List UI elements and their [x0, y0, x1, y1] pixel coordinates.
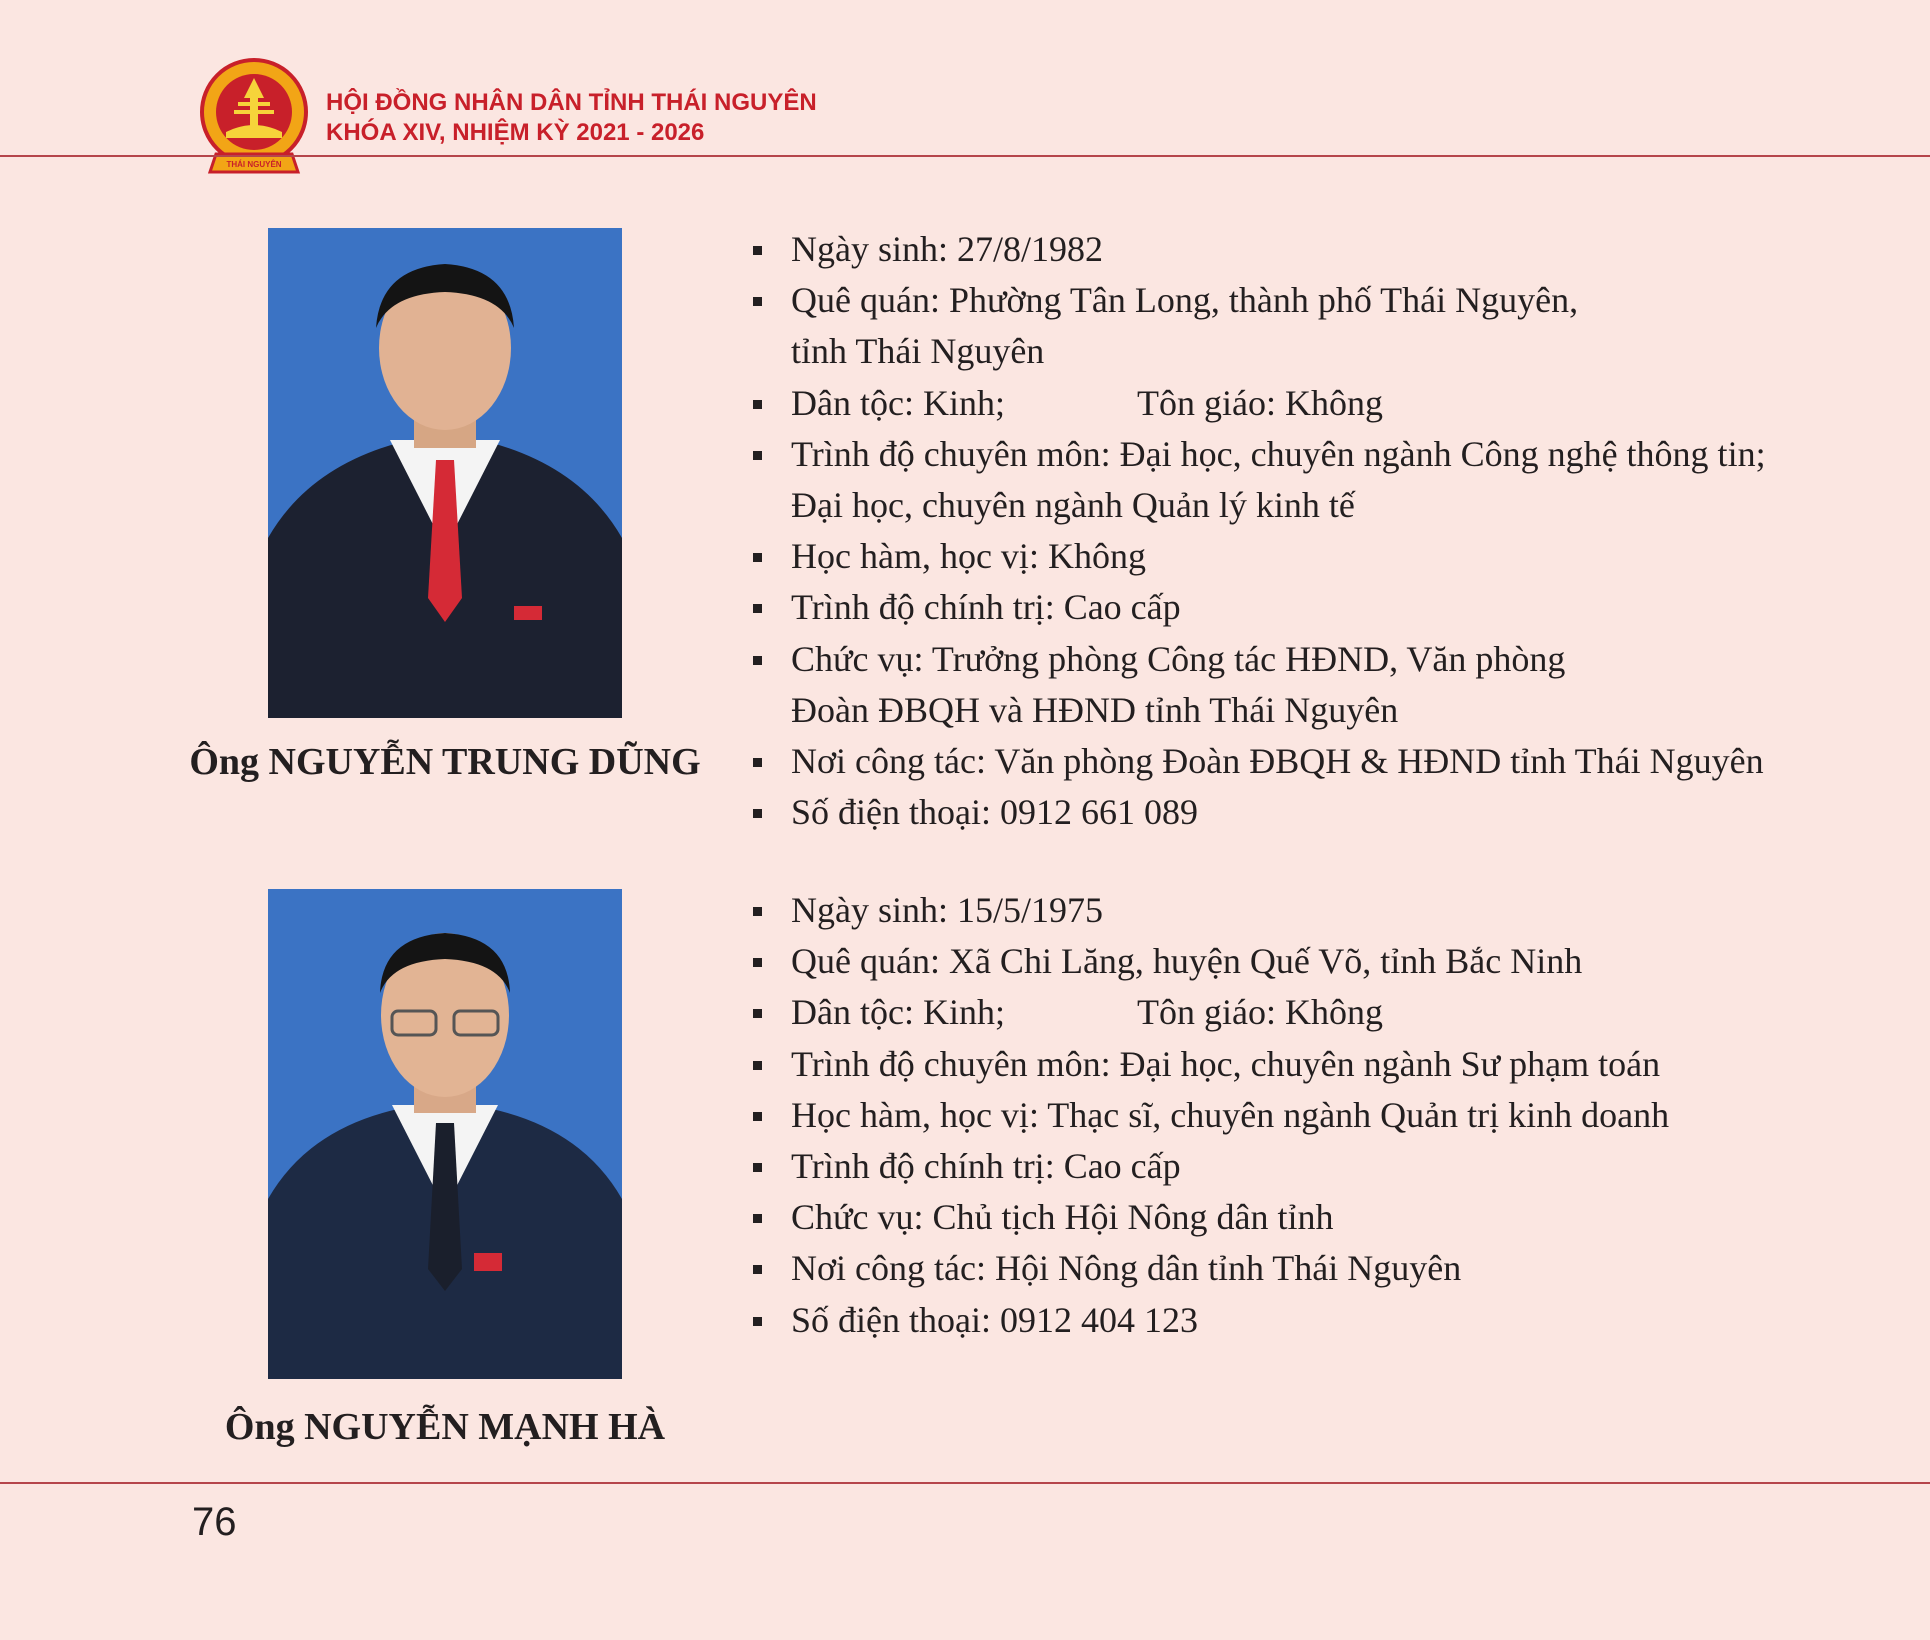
- religion: Tôn giáo: Không: [1136, 992, 1383, 1033]
- delegate-info-list: [746, 885, 1669, 1346]
- expertise: Trình độ chuyên môn: Đại học, chuyên ngành Sư phạm toán: [746, 1039, 1669, 1090]
- delegate-info-list: [746, 224, 1766, 838]
- ethnicity-religion: [746, 987, 1669, 1038]
- delegate-name: Ông NGUYỄN MẠNH HÀ: [224, 1406, 666, 1448]
- header-line-2: KHÓA XIV, NHIỆM KỲ 2021 - 2026: [326, 119, 705, 146]
- workplace: Nơi công tác: Hội Nông dân tỉnh Thái Nguyên: [746, 1243, 1669, 1294]
- birth-date: Ngày sinh: 15/5/1975: [746, 885, 1669, 936]
- religion: Tôn giáo: Không: [1136, 382, 1383, 423]
- portrait-photo-2: [268, 889, 622, 1379]
- phone-number: Số điện thoại: 0912 661 089: [746, 787, 1766, 838]
- political-level: Trình độ chính trị: Cao cấp: [746, 582, 1766, 633]
- ethnicity: Dân tộc: Kinh;: [791, 382, 1005, 423]
- page-number: 76: [192, 1500, 237, 1544]
- ethnicity-religion: [746, 378, 1766, 429]
- hometown-line-2: tỉnh Thái Nguyên: [791, 331, 1045, 372]
- portrait-photo-1: [268, 228, 622, 718]
- expertise-line-2: Đại học, chuyên ngành Quản lý kinh tế: [791, 485, 1355, 526]
- position: [746, 634, 1766, 736]
- birth-date: Ngày sinh: 27/8/1982: [746, 224, 1766, 275]
- delegate-name: Ông NGUYỄN TRUNG DŨNG: [189, 741, 701, 783]
- political-level: Trình độ chính trị: Cao cấp: [746, 1141, 1669, 1192]
- position-line-1: Chức vụ: Trưởng phòng Công tác HĐND, Văn phòng: [791, 638, 1566, 679]
- position: Chức vụ: Chủ tịch Hội Nông dân tỉnh: [746, 1192, 1669, 1243]
- expertise: [746, 429, 1766, 531]
- position-line-2: Đoàn ĐBQH và HĐND tỉnh Thái Nguyên: [791, 689, 1399, 730]
- workplace: Nơi công tác: Văn phòng Đoàn ĐBQH & HĐND tỉnh Thái Nguyên: [746, 736, 1766, 787]
- hometown: [746, 275, 1766, 377]
- ethnicity: Dân tộc: Kinh;: [791, 992, 1005, 1033]
- academic-degree: Học hàm, học vị: Thạc sĩ, chuyên ngành Quản trị kinh doanh: [746, 1090, 1669, 1141]
- academic-degree: Học hàm, học vị: Không: [746, 531, 1766, 582]
- header-line-1: HỘI ĐỒNG NHÂN DÂN TỈNH THÁI NGUYÊN: [326, 89, 817, 116]
- svg-text:THÁI NGUYÊN: THÁI NGUYÊN: [226, 160, 282, 169]
- hometown: Quê quán: Xã Chi Lăng, huyện Quế Võ, tỉnh Bắc Ninh: [746, 936, 1669, 987]
- header-title: [326, 88, 817, 148]
- phone-number: Số điện thoại: 0912 404 123: [746, 1295, 1669, 1346]
- hometown-line-1: Quê quán: Phường Tân Long, thành phố Thái Nguyên,: [791, 280, 1579, 321]
- emblem-logo: [198, 58, 310, 178]
- expertise-line-1: Trình độ chuyên môn: Đại học, chuyên ngành Công nghệ thông tin;: [791, 433, 1766, 474]
- footer-divider: [0, 1482, 1930, 1484]
- header-divider: [0, 155, 1930, 157]
